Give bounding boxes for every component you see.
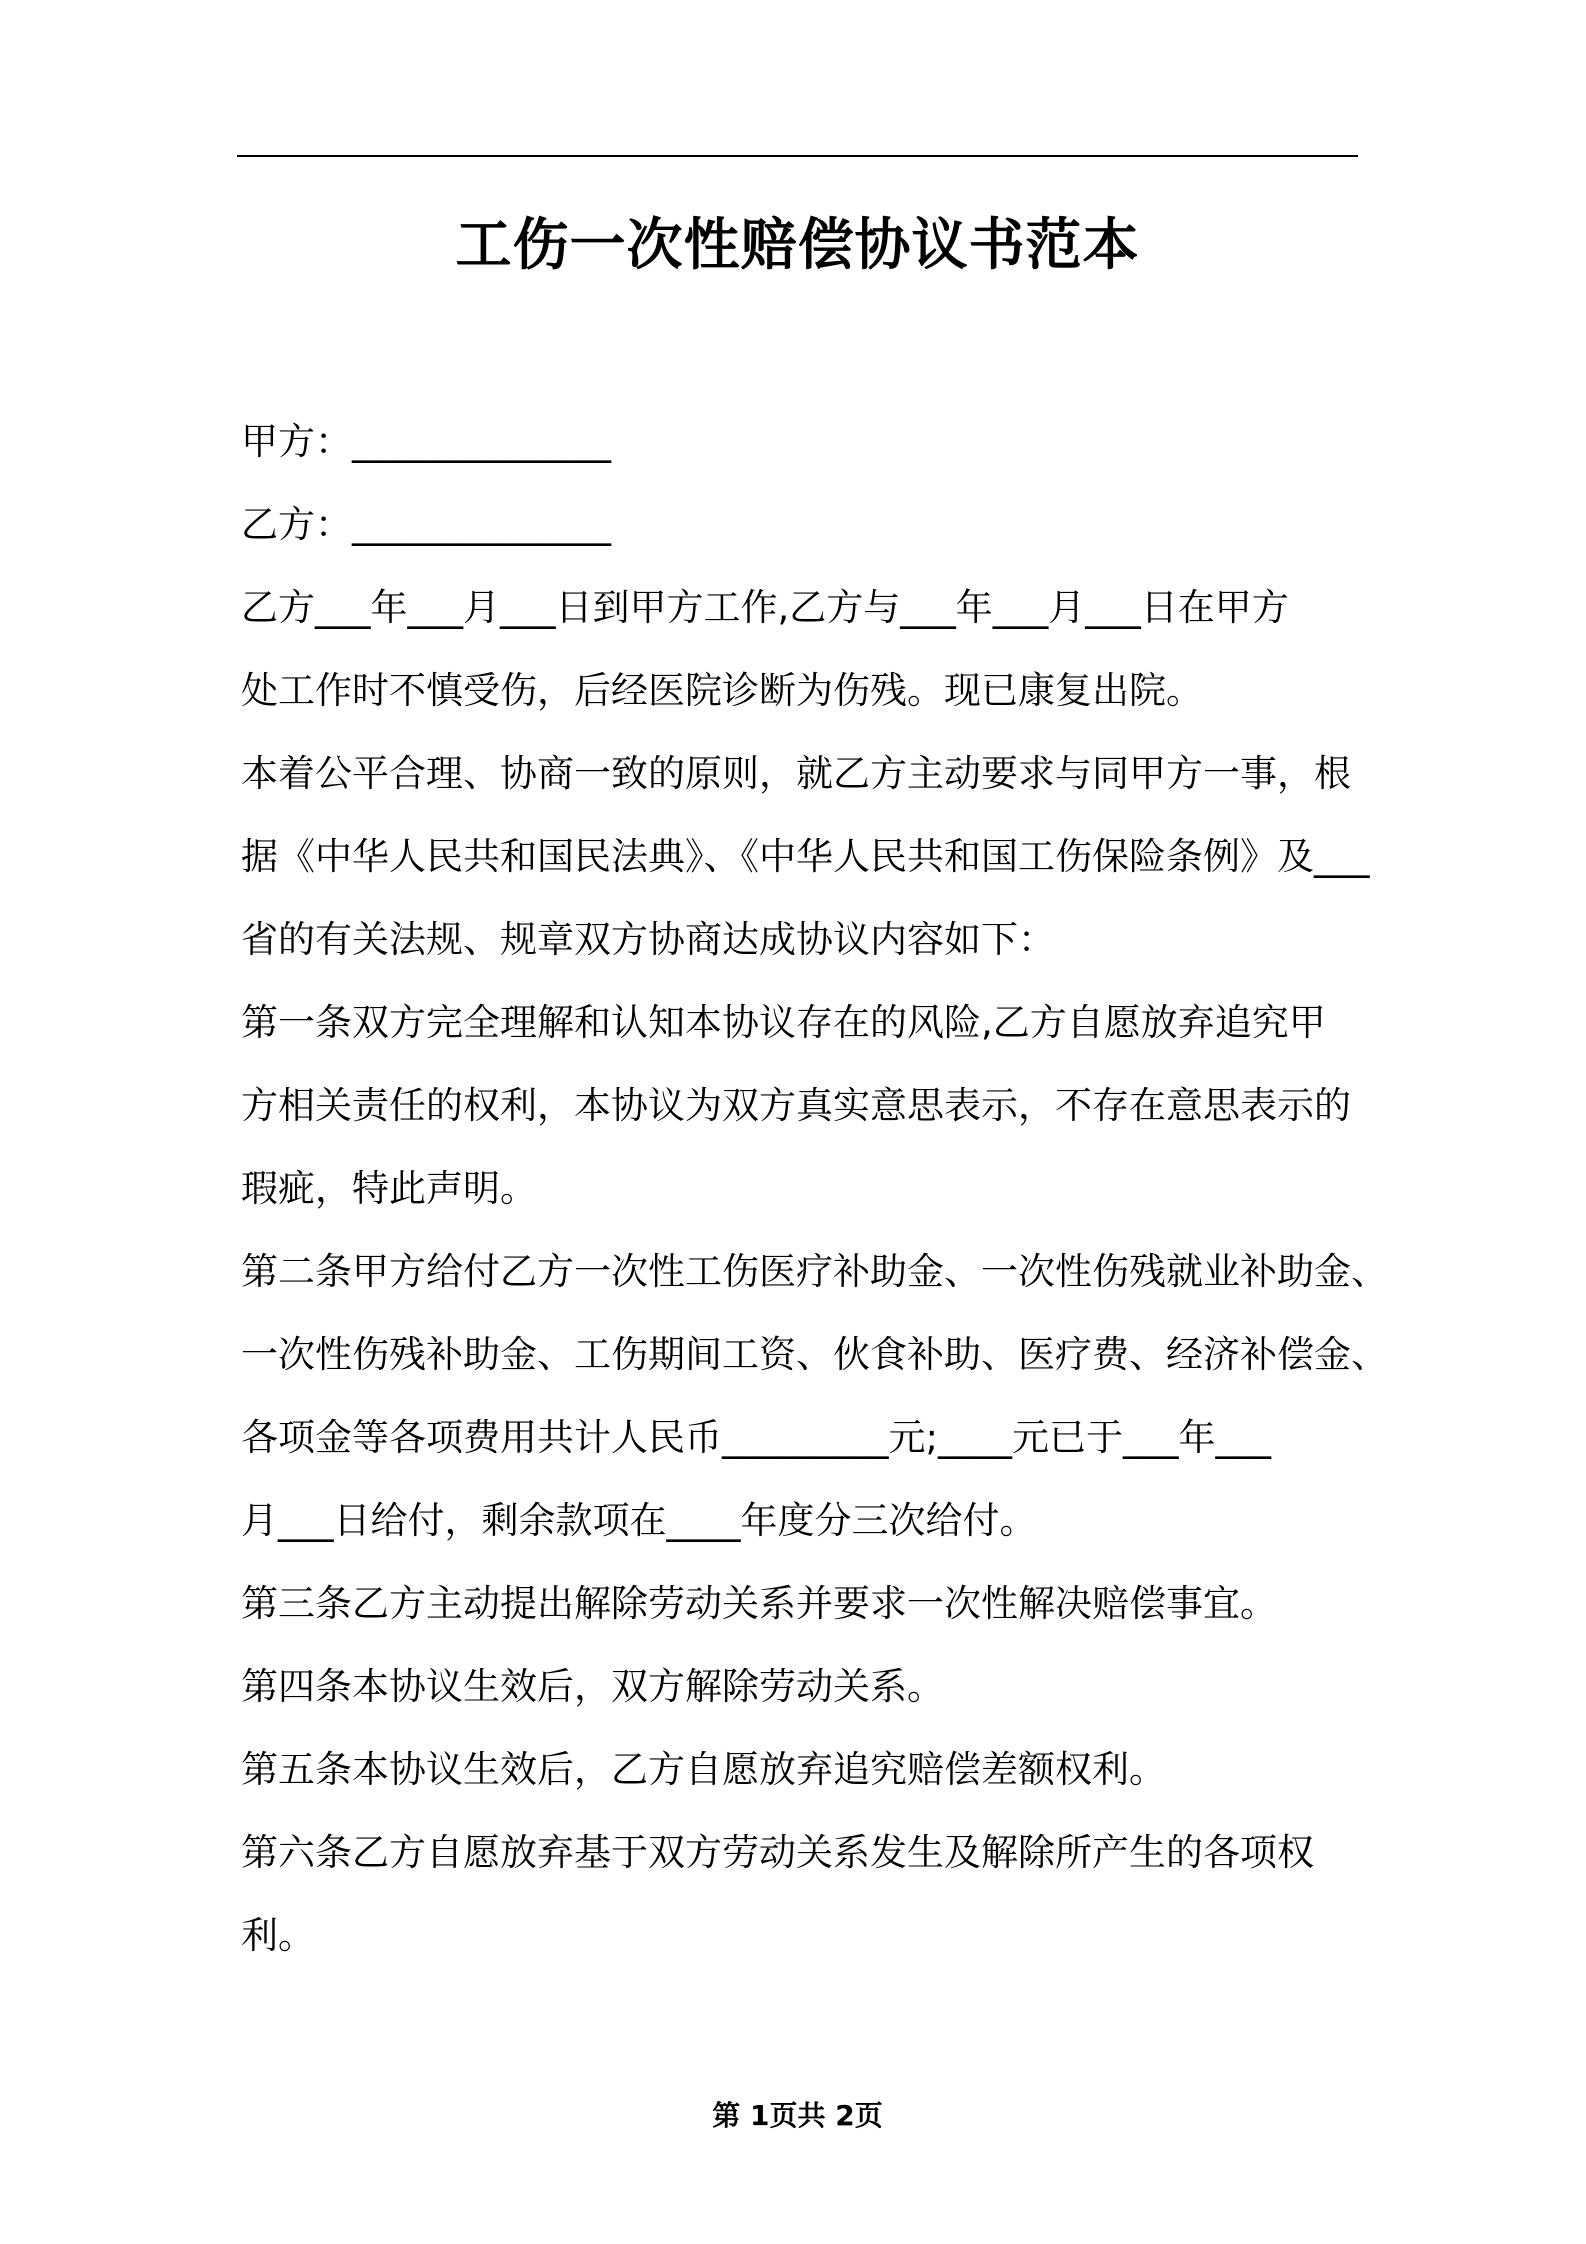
- article-1-line: 瑕疵，特此声明。: [241, 1167, 537, 1210]
- party-b-line: 乙方：______________: [241, 503, 611, 546]
- paragraph-line: 乙方___年___月___日到甲方工作,乙方与___年___月___日在甲方: [241, 586, 1289, 629]
- paragraph-line: 省的有关法规、规章双方协商达成协议内容如下：: [241, 918, 1055, 961]
- article-6-line: 第六条乙方自愿放弃基于双方劳动关系发生及解除所产生的各项权: [241, 1831, 1314, 1874]
- article-4-line: 第四条本协议生效后，双方解除劳动关系。: [241, 1665, 944, 1708]
- article-2-line: 一次性伤残补助金、工伤期间工资、伙食补助、医疗费、经济补偿金、: [241, 1333, 1388, 1376]
- paragraph-line: 处工作时不慎受伤，后经医院诊断为伤残。现已康复出院。: [241, 669, 1203, 712]
- document-title: 工伤一次性赔偿协议书范本: [455, 213, 1140, 278]
- paragraph-line: 本着公平合理、协商一致的原则，就乙方主动要求与同甲方一事，根: [241, 752, 1351, 795]
- article-3-line: 第三条乙方主动提出解除劳动关系并要求一次性解决赔偿事宜。: [241, 1582, 1277, 1625]
- article-2-line: 第二条甲方给付乙方一次性工伤医疗补助金、一次性伤残就业补助金、: [241, 1250, 1388, 1293]
- header-divider: [237, 155, 1358, 157]
- article-1-line: 第一条双方完全理解和认知本协议存在的风险,乙方自愿放弃追究甲: [241, 1001, 1326, 1044]
- paragraph-line: 据《中华人民共和国民法典》、《中华人民共和国工伤保险条例》及___: [241, 835, 1370, 878]
- page-number-footer: 第 1页共 2页: [712, 2099, 883, 2132]
- article-1-line: 方相关责任的权利，本协议为双方真实意思表示，不存在意思表示的: [241, 1084, 1351, 1127]
- article-6-line: 利。: [241, 1914, 315, 1957]
- article-2-line: 各项金等各项费用共计人民币_________元;____元已于___年___: [241, 1416, 1271, 1459]
- party-a-line: 甲方：______________: [241, 420, 611, 463]
- document-body: [241, 400, 1388, 1977]
- article-5-line: 第五条本协议生效后，乙方自愿放弃追究赔偿差额权利。: [241, 1748, 1166, 1791]
- article-2-line: 月___日给付，剩余款项在____年度分三次给付。: [241, 1499, 1037, 1542]
